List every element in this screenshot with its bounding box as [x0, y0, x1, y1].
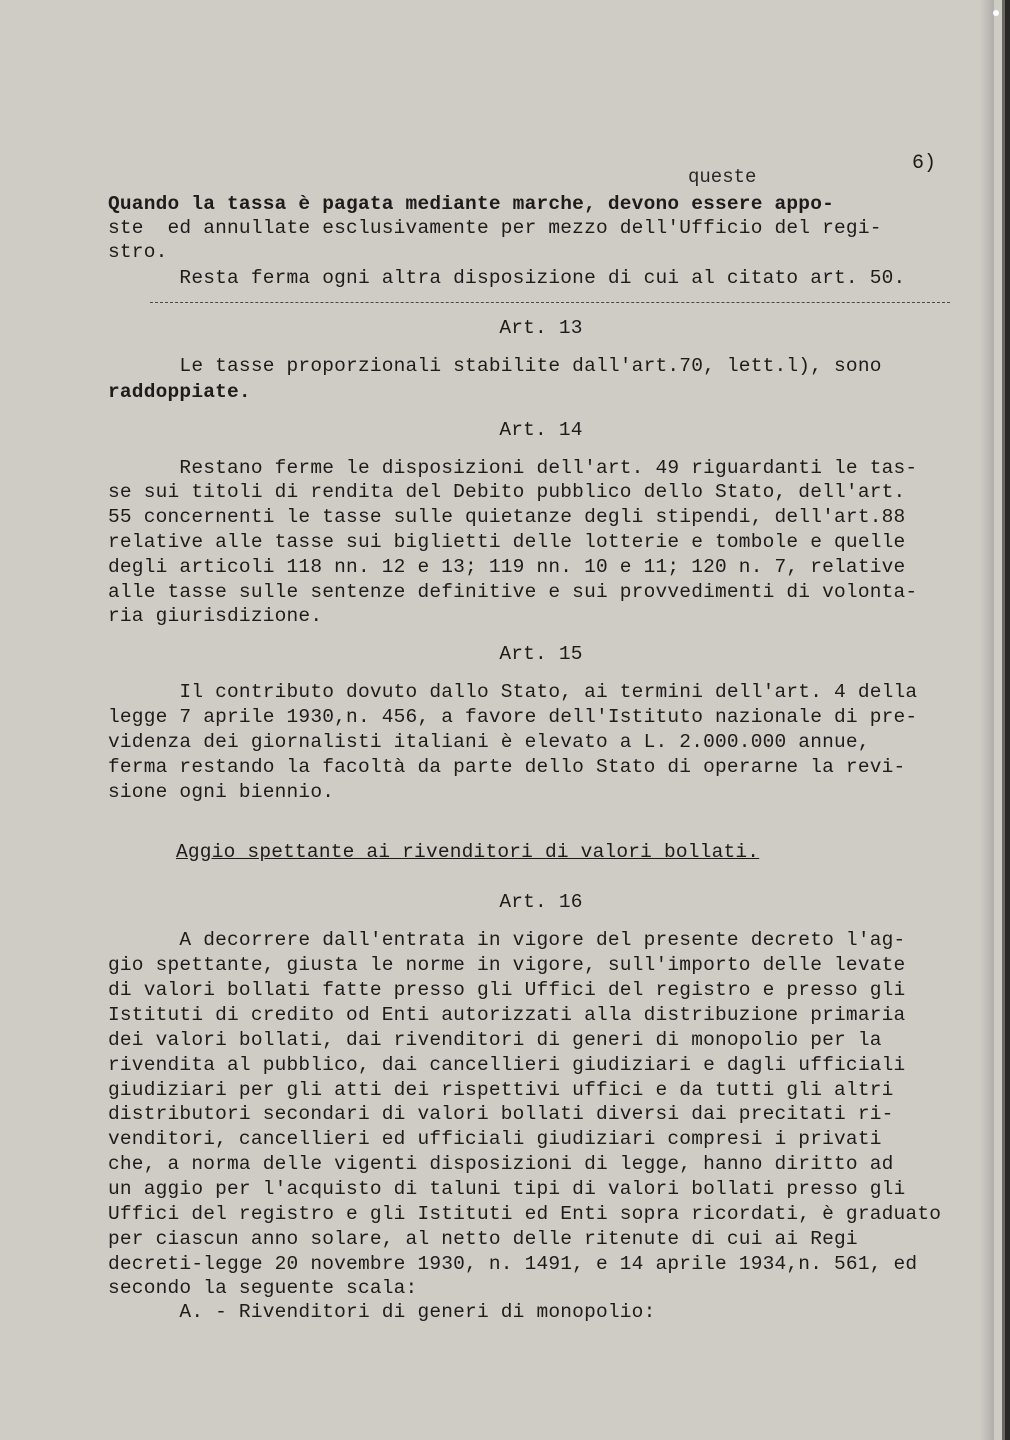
text-line: giudiziari per gli atti dei rispettivi uffici e da tutti gli altri [108, 1079, 894, 1101]
text-line: venditori, cancellieri ed ufficiali giudiziari compresi i privati [108, 1128, 882, 1150]
text-line: Resta ferma ogni altra disposizione di cui al citato art. 50. [108, 267, 906, 289]
text-line: un aggio per l'acquisto di taluni tipi di valori bollati presso gli [108, 1178, 906, 1200]
text-line: relative alle tasse sui biglietti delle lotterie e tombole e quelle [108, 531, 906, 553]
text-line: distributori secondari di valori bollati diversi dai precitati ri- [108, 1103, 894, 1125]
article-heading: Art. 16 [499, 891, 583, 913]
binding-hole [993, 10, 999, 16]
text-line: raddoppiate. [108, 381, 251, 403]
page-number: 6) [912, 152, 937, 175]
text-line: legge 7 aprile 1930,n. 456, a favore dell'Istituto nazionale di pre- [108, 706, 918, 728]
article-heading: Art. 13 [499, 317, 583, 339]
text-line: Uffici del registro e gli Istituti ed Enti sopra ricordati, è graduato [108, 1203, 942, 1225]
text-line: che, a norma delle vigenti disposizioni di legge, hanno diritto ad [108, 1153, 894, 1175]
handwritten-insertion: queste [688, 166, 757, 188]
text-line: alle tasse sulle sentenze definitive e sui provvedimenti di volonta- [108, 581, 918, 603]
text-line: di valori bollati fatte presso gli Uffici del registro e presso gli [108, 979, 906, 1001]
text-line: ria giurisdizione. [108, 605, 323, 627]
text-line: stro. [108, 241, 168, 263]
text-line: Istituti di credito od Enti autorizzati alla distribuzione primaria [108, 1004, 906, 1026]
text-line: se sui titoli di rendita del Debito pubblico dello Stato, dell'art. [108, 481, 906, 503]
text-line: gio spettante, giusta le norme in vigore, sull'importo delle levate [108, 954, 906, 976]
text-line: A decorrere dall'entrata in vigore del presente decreto l'ag- [108, 929, 906, 951]
separator-rule [150, 302, 950, 303]
text-line: rivendita al pubblico, dai cancellieri giudiziari e dagli ufficiali [108, 1054, 906, 1076]
text-line: decreti-legge 20 novembre 1930, n. 1491, e 14 aprile 1934,n. 561, ed [108, 1253, 918, 1275]
text-line: videnza dei giornalisti italiani è elevato a L. 2.000.000 annue, [108, 731, 870, 753]
text-line: dei valori bollati, dai rivenditori di generi di monopolio per la [108, 1029, 882, 1051]
text-line: Le tasse proporzionali stabilite dall'art.70, lett.l), sono [108, 355, 882, 377]
article-heading: Art. 15 [499, 643, 583, 665]
page-edge-shadow [980, 0, 994, 1440]
text-line: Il contributo dovuto dallo Stato, ai termini dell'art. 4 della [108, 681, 918, 703]
text-line: degli articoli 118 nn. 12 e 13; 119 nn. 10 e 11; 120 n. 7, relative [108, 556, 906, 578]
text-line: 55 concernenti le tasse sulle quietanze degli stipendi, dell'art.88 [108, 506, 906, 528]
text-line: Restano ferme le disposizioni dell'art. 49 riguardanti le tas- [108, 457, 918, 479]
section-title: Aggio spettante ai rivenditori di valori bollati. [176, 841, 760, 863]
text-line: ste ed annullate esclusivamente per mezzo dell'Ufficio del regi- [108, 217, 882, 239]
text-line: secondo la seguente scala: [108, 1277, 418, 1299]
text-line: ferma restando la facoltà da parte dello Stato di operarne la revi- [108, 756, 906, 778]
text-line: per ciascun anno solare, al netto delle ritenute di cui ai Regi [108, 1228, 858, 1250]
text-line: Quando la tassa è pagata mediante marche, devono essere appo- [108, 193, 835, 215]
text-line: A. - Rivenditori di generi di monopolio: [108, 1301, 656, 1323]
article-heading: Art. 14 [499, 419, 583, 441]
text-line: sione ogni biennio. [108, 781, 335, 803]
